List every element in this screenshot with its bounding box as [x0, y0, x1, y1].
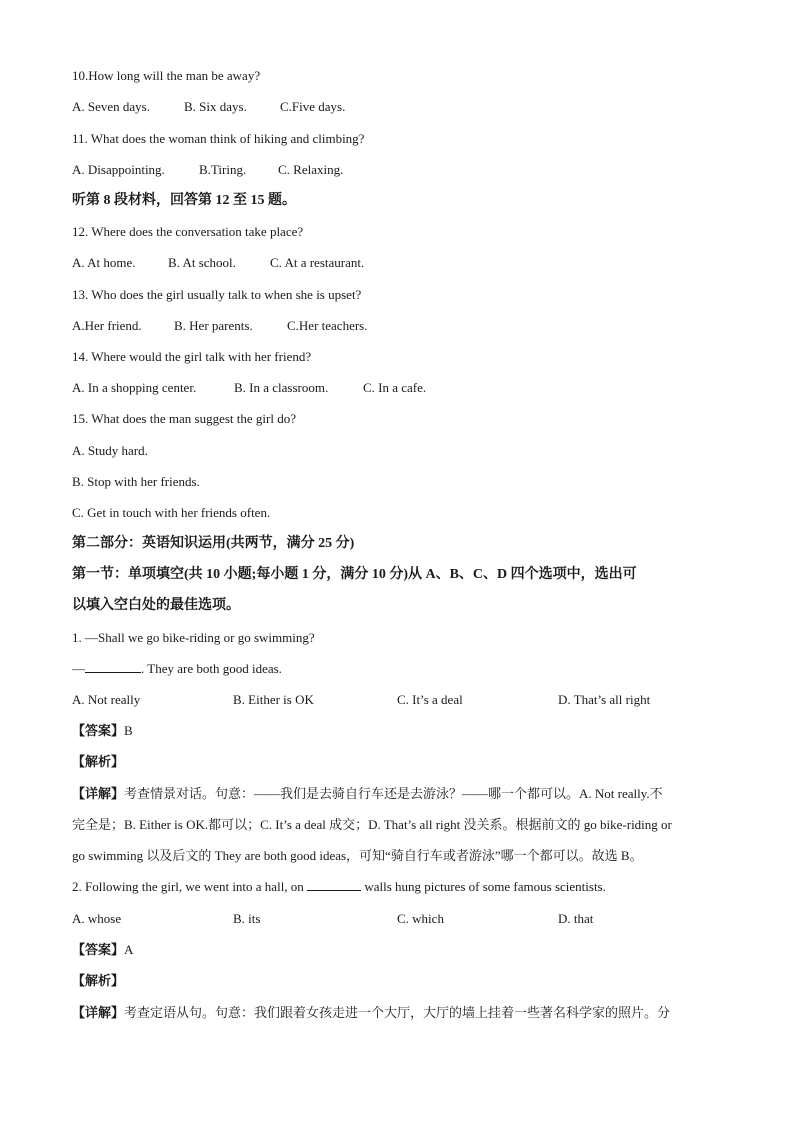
- question-text-suffix: walls hung pictures of some famous scientists.: [364, 879, 606, 894]
- question-text: 1. —Shall we go bike-riding or go swimming?: [72, 630, 315, 645]
- dash: —: [72, 661, 85, 676]
- option-b: B. At school.: [168, 255, 236, 270]
- section-heading: 第一节：单项填空(共 10 小题;每小题 1 分，满分 10 分)从 A、B、C、D 四个选项中，选出可: [72, 567, 637, 582]
- option-b: B. Stop with her friends.: [72, 474, 200, 489]
- question-text: 12. Where does the conversation take place?: [72, 224, 304, 239]
- option-d: D. that: [558, 911, 594, 926]
- analysis-tag: 【解析】: [72, 973, 125, 988]
- answer-blank: [85, 660, 141, 673]
- option-d: D. That’s all right: [558, 692, 651, 707]
- question-text: 10.How long will the man be away?: [72, 68, 261, 83]
- option-a: A. whose: [72, 911, 122, 926]
- option-a: A. At home.: [72, 255, 136, 270]
- option-b: B. Either is OK: [233, 692, 314, 707]
- answer-line: [72, 722, 722, 740]
- detail-line: [72, 1004, 722, 1022]
- answer-tag: 【答案】: [72, 723, 125, 738]
- option-c: C.Five days.: [280, 99, 346, 114]
- answer-tag: 【答案】: [72, 942, 125, 957]
- option-b: B. its: [233, 911, 261, 926]
- option-a: A. Seven days.: [72, 99, 150, 114]
- option-c: C. Relaxing.: [278, 162, 344, 177]
- answer-line: [72, 941, 722, 959]
- detail-text: 考查情景对话。句意：——我们是去骑自行车还是去游泳？——哪一个都可以。A. Not really.不: [124, 786, 663, 801]
- option-b: B. Six days.: [184, 99, 247, 114]
- option-c: C. It’s a deal: [397, 692, 463, 707]
- question-text-prefix: 2. Following the girl, we went into a hall, on: [72, 879, 304, 894]
- section-heading-cont: 以填入空白处的最佳选项。: [72, 598, 240, 613]
- part-heading: 第二部分：英语知识运用(共两节，满分 25 分): [72, 536, 355, 551]
- question-text: [72, 660, 722, 678]
- option-b: B. In a classroom.: [234, 380, 329, 395]
- option-c: C. In a cafe.: [363, 380, 427, 395]
- question-text: 14. Where would the girl talk with her friend?: [72, 349, 312, 364]
- answer-value: B: [124, 723, 133, 738]
- answer-value: A: [124, 942, 134, 957]
- detail-line: 完全是；B. Either is OK.都可以；C. It’s a deal 成交；D. That’s all right 没关系。根据前文的 go bike-riding or: [72, 817, 672, 832]
- option-c: C.Her teachers.: [287, 318, 368, 333]
- question-text: 13. Who does the girl usually talk to when she is upset?: [72, 287, 362, 302]
- option-c: C. At a restaurant.: [270, 255, 365, 270]
- option-a: A. Disappointing.: [72, 162, 165, 177]
- analysis-tag: 【解析】: [72, 754, 125, 769]
- question-text-suffix: . They are both good ideas.: [141, 661, 282, 676]
- option-b: B. Her parents.: [174, 318, 253, 333]
- question-text: [72, 878, 722, 896]
- detail-line: [72, 785, 722, 803]
- section-heading: 听第 8 段材料，回答第 12 至 15 题。: [72, 193, 296, 208]
- option-c: C. which: [397, 911, 444, 926]
- option-c: C. Get in touch with her friends often.: [72, 505, 271, 520]
- option-a: A.Her friend.: [72, 318, 142, 333]
- option-a: A. In a shopping center.: [72, 380, 197, 395]
- question-text: 15. What does the man suggest the girl do?: [72, 411, 296, 426]
- detail-text: 考查定语从句。句意：我们跟着女孩走进一个大厅，大厅的墙上挂着一些著名科学家的照片。分: [124, 1005, 671, 1020]
- option-a: A. Study hard.: [72, 443, 148, 458]
- question-text: 11. What does the woman think of hiking and climbing?: [72, 131, 365, 146]
- detail-tag: 【详解】: [72, 786, 125, 801]
- detail-tag: 【详解】: [72, 1005, 125, 1020]
- option-b: B.Tiring.: [199, 162, 247, 177]
- answer-blank: [307, 878, 361, 891]
- detail-line: go swimming 以及后文的 They are both good ideas，可知“骑自行车或者游泳”哪一个都可以。故选 B。: [72, 848, 643, 863]
- option-a: A. Not really: [72, 692, 141, 707]
